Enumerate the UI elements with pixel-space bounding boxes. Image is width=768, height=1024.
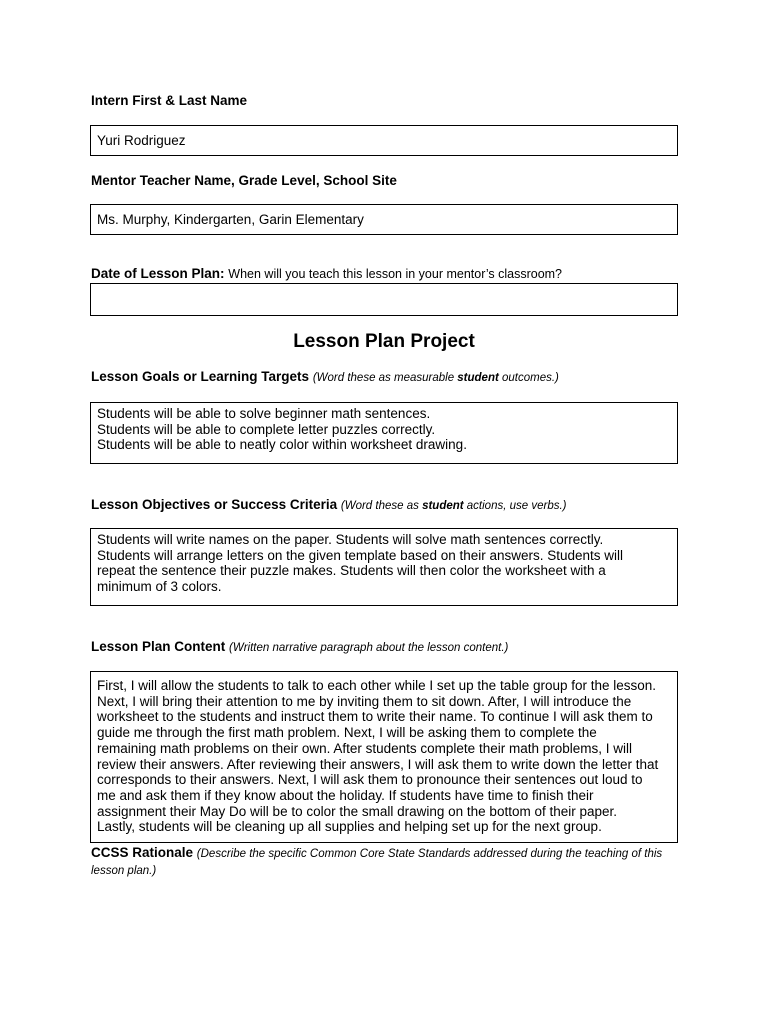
goals-line: Students will be able to neatly color within worksheet drawing. (97, 437, 467, 453)
intern-name-label: Intern First & Last Name (91, 93, 248, 108)
objectives-note: (Word these as student actions, use verbs.) (340, 500, 567, 512)
goals-line: Students will be able to complete letter puzzles correctly. (97, 421, 436, 437)
intern-name-value: Yuri Rodriguez (97, 133, 186, 148)
ccss-label-row (91, 845, 681, 879)
content-line: review their answers. After reviewing their answers, I will ask them to write down the letter that (97, 756, 659, 772)
objectives-label-row (91, 497, 567, 514)
content-line: First, I will allow the students to talk to each other while I set up the table group for the lesson. (97, 678, 657, 693)
content-line: Lastly, students will be cleaning up all supplies and helping set up for the next group. (97, 819, 602, 835)
intern-name-field[interactable] (90, 125, 678, 156)
goals-label-row (91, 369, 559, 386)
content-line: worksheet to the students and instruct them to write their name. To continue I will ask them to (97, 709, 653, 725)
content-note: (Written narrative paragraph about the lesson content.) (229, 642, 509, 654)
objectives-line: Students will arrange letters on the given template based on their answers. Students will (97, 547, 624, 563)
content-line: remaining math problems on their own. After students complete their math problems, I will (97, 740, 632, 756)
content-field[interactable] (90, 671, 678, 843)
mentor-info-value: Ms. Murphy, Kindergarten, Garin Elementary (97, 212, 364, 227)
content-label: Lesson Plan Content (91, 639, 226, 654)
ccss-label: CCSS Rationale (91, 845, 194, 860)
mentor-info-field[interactable] (90, 204, 678, 235)
objectives-line: minimum of 3 colors. (97, 579, 222, 595)
objectives-line: repeat the sentence their puzzle makes. Students will then color the worksheet with a (97, 563, 606, 579)
goals-line: Students will be able to solve beginner math sentences. (97, 406, 431, 421)
ccss-note: (Describe the specific Common Core State Standards addressed during the teaching of this lesson plan.) (91, 848, 663, 877)
date-label: Date of Lesson Plan: (91, 266, 225, 281)
content-label-row (91, 639, 508, 656)
page-title: Lesson Plan Project (293, 331, 475, 352)
date-label-row (91, 266, 562, 282)
content-line: assignment their May Do will be to color the small drawing on the bottom of their paper. (97, 803, 618, 819)
content-line: guide me through the first math problem. Next, I will be asking them to complete the (97, 725, 597, 741)
content-line: me and ask them if they know about the holiday. If students have time to finish their (97, 787, 594, 803)
content-line: corresponds to their answers. Next, I will ask them to pronounce their sentences out loud to (97, 772, 643, 788)
date-field[interactable] (90, 283, 678, 316)
content-line: Next, I will bring their attention to me by inviting them to sit down. After, I will introduce the (97, 693, 632, 709)
mentor-info-label: Mentor Teacher Name, Grade Level, School Site (91, 173, 397, 188)
date-hint: When will you teach this lesson in your mentor’s classroom? (228, 267, 563, 281)
goals-note: (Word these as measurable student outcomes.) (312, 372, 559, 384)
objectives-field[interactable] (90, 528, 678, 606)
goals-field[interactable] (90, 402, 678, 464)
goals-label: Lesson Goals or Learning Targets (91, 369, 310, 384)
objectives-line: Students will write names on the paper. Students will solve math sentences correctly. (97, 532, 604, 547)
objectives-label: Lesson Objectives or Success Criteria (91, 497, 338, 512)
